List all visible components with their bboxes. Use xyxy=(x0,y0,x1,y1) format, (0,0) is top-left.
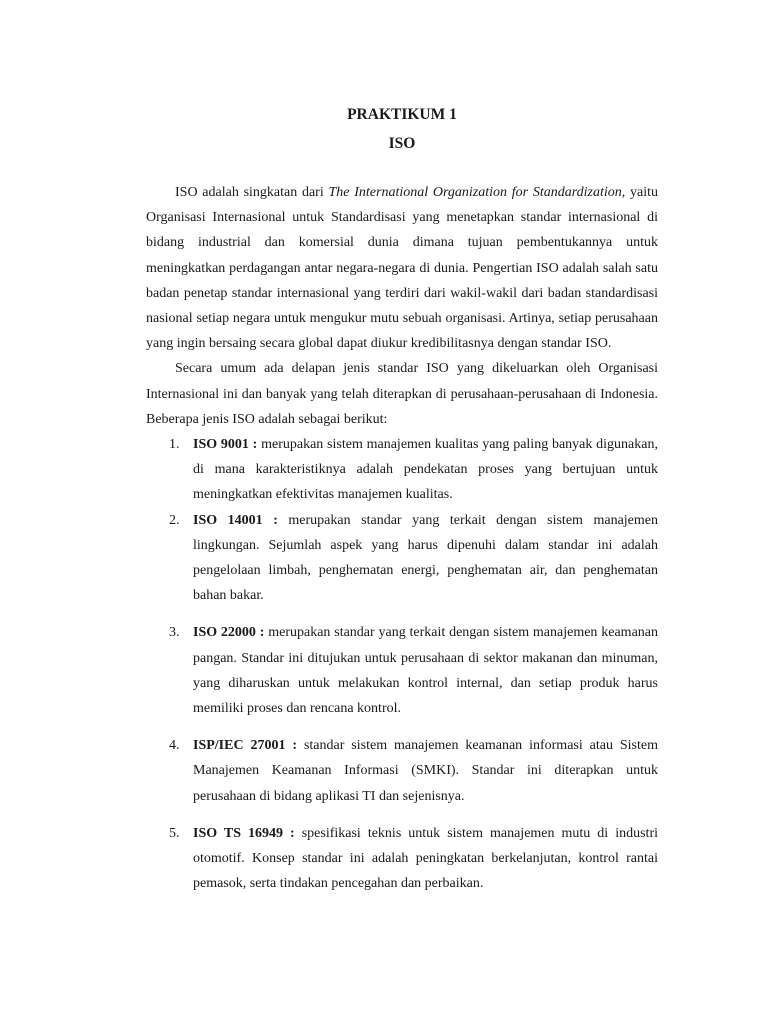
list-item-code: ISO 14001 : xyxy=(193,512,278,528)
list-item-isp-iec-27001 xyxy=(146,733,658,809)
intro-paragraph-2: Secara umum ada delapan jenis standar ISO yang dikeluarkan oleh Organisasi Internasional ini dan banyak yang telah diterapkan di perusahaan-perusahaan di Indonesia. Beberapa jenis ISO adalah sebagai berikut: xyxy=(146,361,658,427)
list-item-number: 3. xyxy=(169,625,180,641)
list-item-code: ISP/IEC 27001 : xyxy=(193,738,298,754)
list-item-text: merupakan sistem manajemen kualitas yang paling banyak digunakan, di mana karakteristiknya adalah pendekatan proses yang bertujuan untuk meningkatkan efektivitas manajemen kualitas. xyxy=(193,437,658,503)
list-item-code: ISO TS 16949 : xyxy=(193,825,295,841)
list-item-text: merupakan standar yang terkait dengan sistem manajemen lingkungan. Sejumlah aspek yang harus dipenuhi dalam standar ini adalah pengelolaan limbah, penghematan energi, penghematan air, dan penghematan bahan bakar. xyxy=(193,512,658,604)
intro-p1-italic: The International Organization for Standardization xyxy=(328,185,622,200)
list-item-iso-ts-16949 xyxy=(146,821,658,897)
list-item-number: 1. xyxy=(169,437,180,453)
intro-paragraph-1 xyxy=(146,180,658,356)
document-page xyxy=(146,100,658,896)
list-item-text: spesifikasi teknis untuk sistem manajemen mutu di industri otomotif. Konsep standar ini adalah peningkatan berkelanjutan, kontrol rantai pemasok, serta tindakan pencegahan dan perbaikan. xyxy=(193,825,658,892)
list-item-number: 5. xyxy=(169,825,180,841)
list-item-iso-14001 xyxy=(146,508,658,609)
intro-p1-start: ISO adalah singkatan dari xyxy=(175,185,329,200)
list-item-code: ISO 9001 : xyxy=(193,437,258,453)
list-item-number: 2. xyxy=(169,512,180,528)
intro-p1-rest: , yaitu Organisasi Internasional untuk Standardisasi yang menetapkan standar internasional di bidang industrial dan komersial dunia dimana tujuan pembentukannya untuk meningkatkan perdagangan antar negara-negara di dunia. Pengertian ISO adalah salah satu badan penetap standar internasional yang terdiri dari wakil-wakil dari badan standardisasi nasional setiap negara untuk mengukur mutu sebuah organisasi. Artinya, setiap perusahaan yang ingin bersaing secara global dapat diukur kredibilitasnya dengan standar ISO. xyxy=(146,185,659,352)
document-title: PRAKTIKUM 1 xyxy=(347,106,457,123)
document-subtitle: ISO xyxy=(388,135,416,152)
list-item-number: 4. xyxy=(169,738,180,754)
iso-standards-list xyxy=(146,432,658,896)
list-item-text: standar sistem manajemen keamanan informasi atau Sistem Manajemen Keamanan Informasi (SMKI). Standar ini diterapkan untuk perusahaan di bidang aplikasi TI dan sejenisnya. xyxy=(193,738,658,804)
list-item-code: ISO 22000 : xyxy=(193,625,265,641)
list-item-iso-22000 xyxy=(146,620,658,721)
list-item-iso-9001 xyxy=(146,432,658,508)
list-item-text: merupakan standar yang terkait dengan sistem manajemen keamanan pangan. Standar ini ditujukan untuk perusahaan di sektor makanan dan minuman, yang diharuskan untuk melakukan kontrol internal, dan setiap produk harus memiliki proses dan rencana kontrol. xyxy=(193,625,658,717)
